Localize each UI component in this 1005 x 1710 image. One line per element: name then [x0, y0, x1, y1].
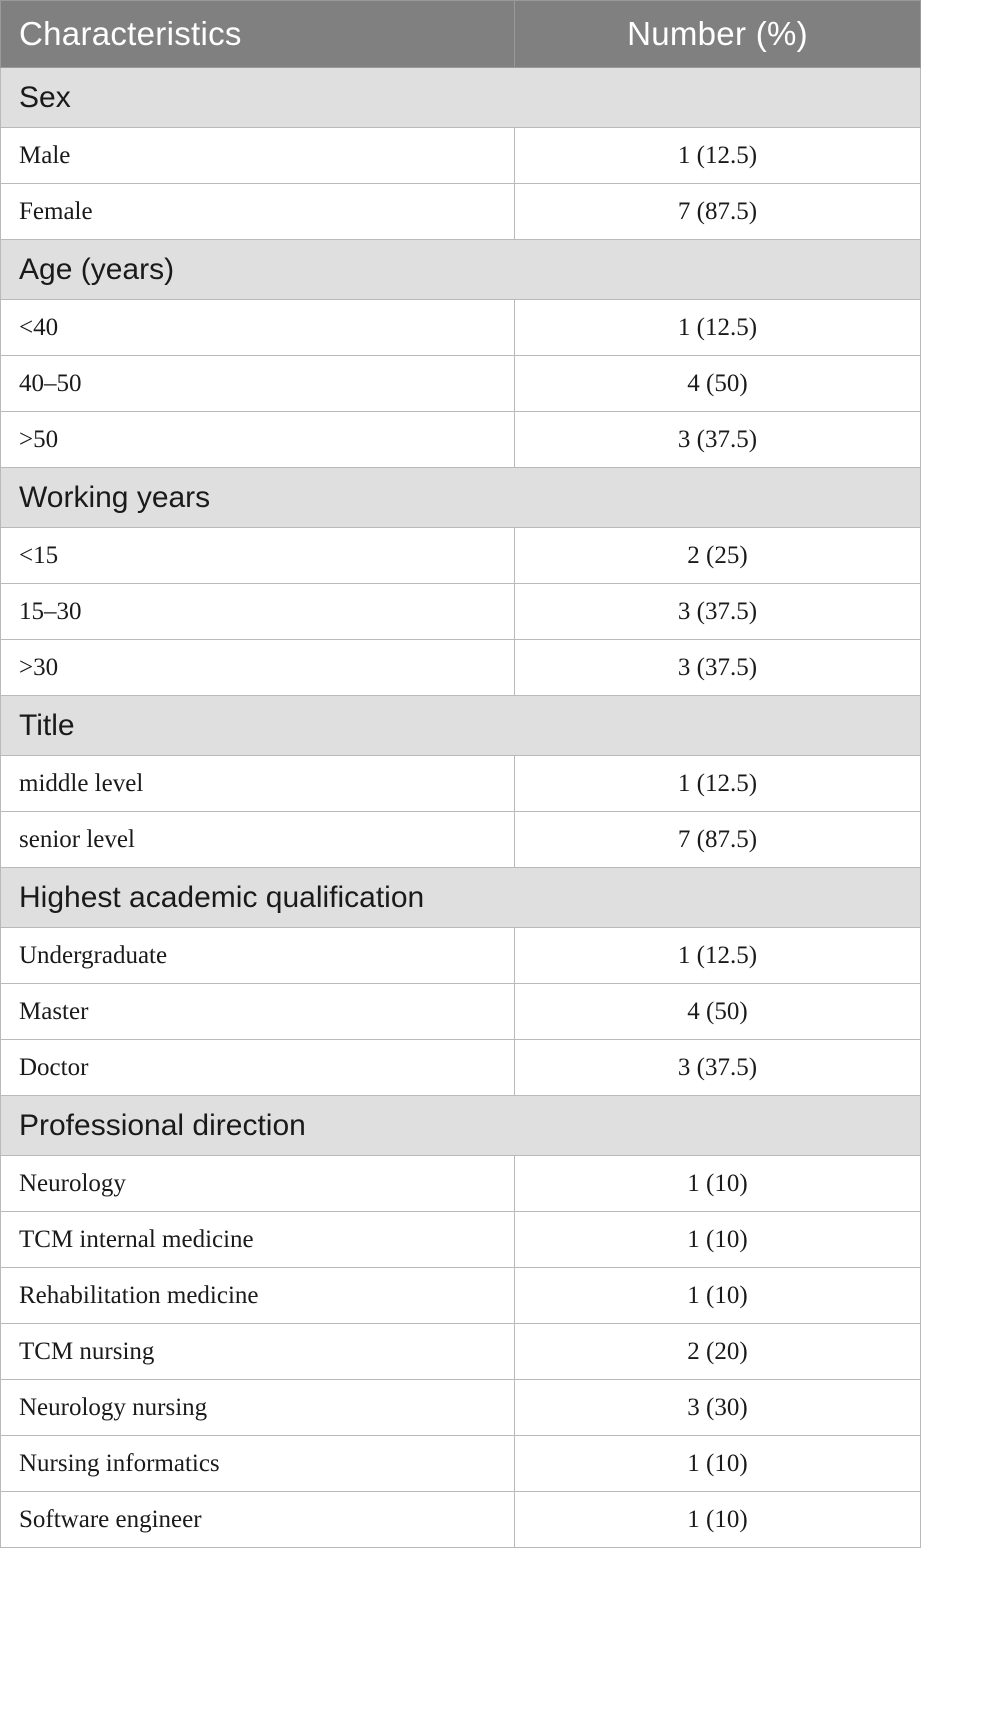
row-value: 3 (30) [515, 1380, 921, 1436]
row-label: >50 [1, 412, 515, 468]
table-row [1, 928, 921, 984]
row-label: Nursing informatics [1, 1436, 515, 1492]
table-row [1, 1040, 921, 1096]
section-row-professional-direction [1, 1096, 921, 1156]
row-value: 4 (50) [515, 984, 921, 1040]
row-value: 1 (12.5) [515, 300, 921, 356]
section-row-sex [1, 68, 921, 128]
table-row [1, 184, 921, 240]
row-value: 1 (10) [515, 1436, 921, 1492]
row-value: 1 (10) [515, 1156, 921, 1212]
row-label: Undergraduate [1, 928, 515, 984]
row-value: 3 (37.5) [515, 584, 921, 640]
section-row-title [1, 696, 921, 756]
section-title: Professional direction [1, 1096, 921, 1156]
table-header [1, 1, 921, 68]
row-value: 4 (50) [515, 356, 921, 412]
row-value: 1 (12.5) [515, 756, 921, 812]
table-row [1, 984, 921, 1040]
row-label: Female [1, 184, 515, 240]
row-label: >30 [1, 640, 515, 696]
row-value: 1 (12.5) [515, 928, 921, 984]
table-row [1, 1268, 921, 1324]
row-value: 3 (37.5) [515, 412, 921, 468]
row-label: Doctor [1, 1040, 515, 1096]
row-label: Rehabilitation medicine [1, 1268, 515, 1324]
table-row [1, 1380, 921, 1436]
header-number-percent: Number (%) [515, 1, 921, 68]
table-row [1, 356, 921, 412]
row-label: TCM nursing [1, 1324, 515, 1380]
section-row-academic-qualification [1, 868, 921, 928]
row-label: <15 [1, 528, 515, 584]
row-value: 1 (10) [515, 1268, 921, 1324]
section-title: Sex [1, 68, 921, 128]
header-characteristics: Characteristics [1, 1, 515, 68]
table-row [1, 756, 921, 812]
row-value: 7 (87.5) [515, 812, 921, 868]
table-body [1, 68, 921, 1548]
table-row [1, 300, 921, 356]
row-value: 1 (10) [515, 1492, 921, 1548]
row-value: 1 (12.5) [515, 128, 921, 184]
table-row [1, 1436, 921, 1492]
table-row [1, 584, 921, 640]
table-row [1, 812, 921, 868]
row-label: Software engineer [1, 1492, 515, 1548]
table-row [1, 412, 921, 468]
row-value: 2 (20) [515, 1324, 921, 1380]
row-label: 40–50 [1, 356, 515, 412]
row-label: 15–30 [1, 584, 515, 640]
row-value: 3 (37.5) [515, 1040, 921, 1096]
row-label: Neurology [1, 1156, 515, 1212]
table-row [1, 1156, 921, 1212]
section-row-working-years [1, 468, 921, 528]
row-label: middle level [1, 756, 515, 812]
table-row [1, 1212, 921, 1268]
row-value: 1 (10) [515, 1212, 921, 1268]
row-value: 3 (37.5) [515, 640, 921, 696]
row-value: 7 (87.5) [515, 184, 921, 240]
row-label: Male [1, 128, 515, 184]
table-row [1, 128, 921, 184]
row-label: Master [1, 984, 515, 1040]
section-row-age [1, 240, 921, 300]
header-row [1, 1, 921, 68]
section-title: Title [1, 696, 921, 756]
table-row [1, 1324, 921, 1380]
table-row [1, 528, 921, 584]
table-row [1, 640, 921, 696]
row-label: Neurology nursing [1, 1380, 515, 1436]
section-title: Highest academic qualification [1, 868, 921, 928]
table-row [1, 1492, 921, 1548]
section-title: Working years [1, 468, 921, 528]
row-label: <40 [1, 300, 515, 356]
row-label: TCM internal medicine [1, 1212, 515, 1268]
row-label: senior level [1, 812, 515, 868]
row-value: 2 (25) [515, 528, 921, 584]
section-title: Age (years) [1, 240, 921, 300]
